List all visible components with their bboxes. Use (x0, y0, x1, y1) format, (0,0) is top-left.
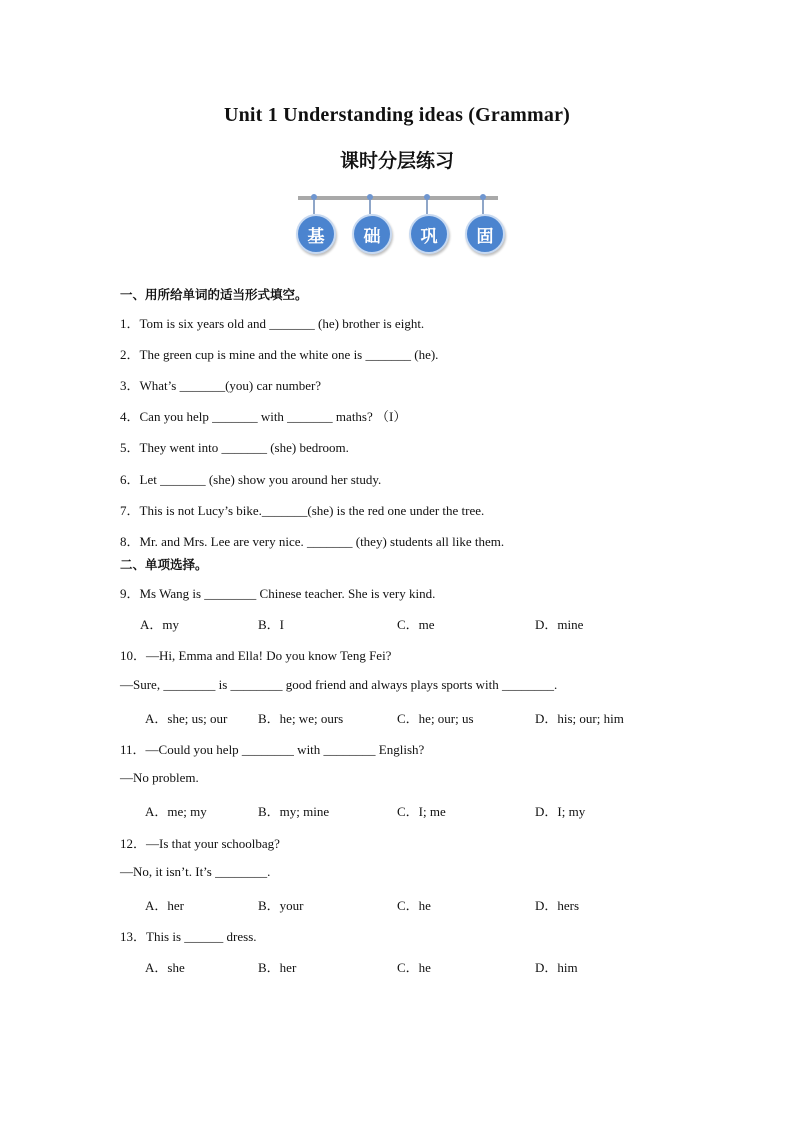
badge-gong: 巩 (409, 214, 449, 254)
option-c: C．me (397, 617, 435, 632)
option-d: D．I; my (535, 804, 586, 819)
option-c: C．he; our; us (397, 711, 474, 726)
badge-chu: 础 (352, 214, 392, 254)
exercise-item: 6．Let _______ (she) show you around her study. (120, 472, 382, 487)
badge-ji: 基 (296, 214, 336, 254)
exercise-item: 7．This is not Lucy’s bike._______(she) is the red one under the tree. (120, 503, 485, 518)
option-d: D．mine (535, 617, 584, 632)
page-title: Unit 1 Understanding ideas (Grammar) (223, 104, 571, 126)
banner-stem (482, 198, 484, 214)
option-c: C．he (397, 960, 431, 975)
option-a: A．she (145, 960, 185, 975)
question-line: —No, it isn’t. It’s ________. (120, 864, 271, 879)
option-b: B．my; mine (258, 804, 330, 819)
question-stem: 10．—Hi, Emma and Ella! Do you know Teng Fei? (120, 648, 392, 663)
exercise-item: 4．Can you help _______ with _______ maths? （I） (120, 409, 407, 424)
banner-dot (480, 194, 486, 200)
option-c: C．I; me (397, 804, 446, 819)
option-b: B．I (258, 617, 285, 632)
option-a: A．she; us; our (145, 711, 228, 726)
option-a: A．me; my (145, 804, 207, 819)
question-stem: 12．—Is that your schoolbag? (120, 836, 280, 851)
option-c: C．he (397, 898, 431, 913)
option-a: A．her (145, 898, 184, 913)
option-d: D．hers (535, 898, 580, 913)
badge-gu: 固 (465, 214, 505, 254)
question-stem: 11．—Could you help ________ with ________ English? (120, 742, 425, 757)
exercise-item: 1．Tom is six years old and _______ (he) brother is eight. (120, 316, 425, 331)
option-b: B．he; we; ours (258, 711, 344, 726)
section-heading: 二、单项选择。 (120, 557, 208, 572)
banner-stem (369, 198, 371, 214)
question-line: —No problem. (120, 770, 199, 785)
option-b: B．her (258, 960, 297, 975)
page-subtitle: 课时分层练习 (339, 150, 454, 172)
exercise-item: 5．They went into _______ (she) bedroom. (120, 440, 349, 455)
option-d: D．his; our; him (535, 711, 624, 726)
option-d: D．him (535, 960, 578, 975)
question-stem: 13．This is ______ dress. (120, 929, 257, 944)
option-b: B．your (258, 898, 304, 913)
exercise-item: 2．The green cup is mine and the white one is _______ (he). (120, 347, 439, 362)
question-line: —Sure, ________ is ________ good friend and always plays sports with ________. (120, 677, 558, 692)
banner-bar (298, 196, 498, 200)
section-banner (296, 192, 502, 254)
banner-dot (311, 194, 317, 200)
banner-stem (313, 198, 315, 214)
banner-dot (367, 194, 373, 200)
question-stem: 9．Ms Wang is ________ Chinese teacher. She is very kind. (120, 586, 436, 601)
banner-dot (424, 194, 430, 200)
exercise-item: 8．Mr. and Mrs. Lee are very nice. _______ (they) students all like them. (120, 534, 505, 549)
exercise-item: 3．What’s _______(you) car number? (120, 378, 322, 393)
banner-stem (426, 198, 428, 214)
option-a: A．my (140, 617, 180, 632)
section-heading: 一、用所给单词的适当形式填空。 (120, 287, 308, 302)
